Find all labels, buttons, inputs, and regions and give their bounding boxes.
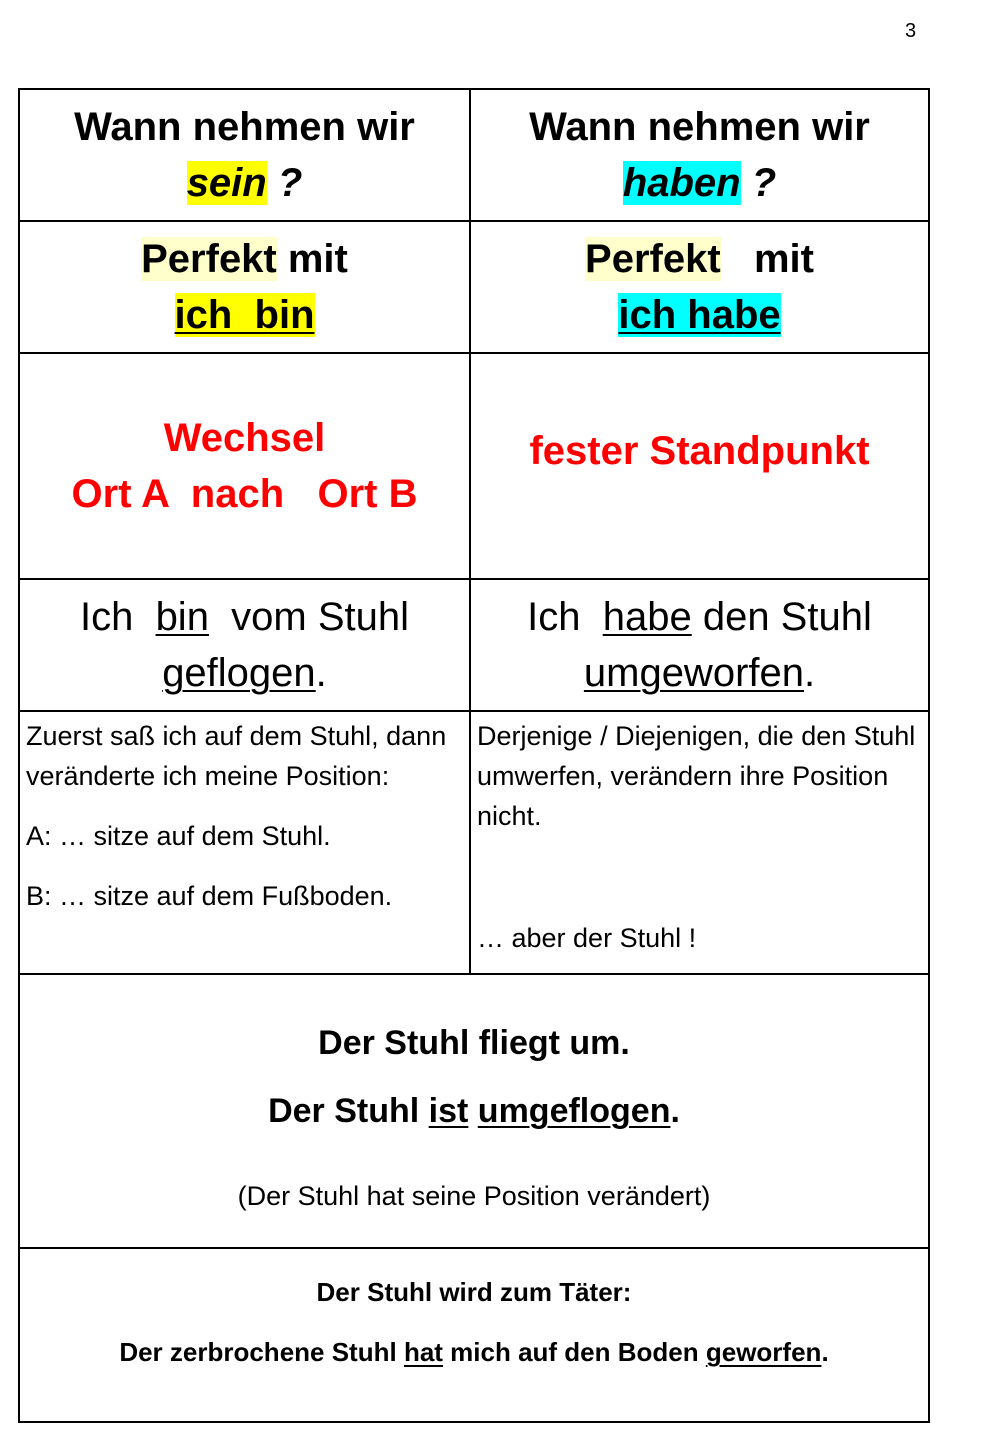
header-row [20,90,930,222]
summary-line3: (Der Stuhl hat seine Position verändert) [237,1181,711,1211]
example-participle-umgeworfen: umgeworfen [583,651,804,695]
perfekt-word: Perfekt [141,237,277,281]
taeter-participle-geworfen: geworfen [705,1337,822,1367]
perfekt-word: Perfekt [585,237,721,281]
taeter-line1: Der Stuhl wird zum Täter: [316,1277,632,1307]
explanation-paragraph: Derjenige / Diejenigen, die den Stuhl umwerfen, verändern ihre Position nicht. [477,721,916,831]
question-mark: ? [266,161,303,205]
perfekt-cell-habe [471,222,930,354]
concept-standpunkt: fester Standpunkt [529,429,870,473]
explanation-chair-note: … aber der Stuhl ! [477,923,697,953]
example-text: . [804,651,816,695]
example-sentence-habe [527,589,872,701]
summary-text: . [670,1092,680,1130]
example-text: Ich [527,595,603,639]
explanation-cell-sein [20,712,471,975]
taeter-text: . [821,1337,829,1367]
verb-sein: sein [186,161,267,205]
summary-participle-umgeflogen: umgeflogen [477,1092,671,1130]
example-cell-habe [471,580,930,712]
perfekt-cell-bin [20,222,471,354]
question-mark: ? [740,161,777,205]
example-aux-bin: bin [155,595,209,639]
summary-cell [20,975,930,1249]
concept-wechsel-line2: Ort A nach Ort B [71,472,418,516]
explanation-cell-haben [471,712,930,975]
example-text: vom Stuhl [208,595,410,639]
example-cell-bin [20,580,471,712]
concept-cell-wechsel [20,354,471,580]
aux-ich-bin: ich bin [174,293,315,337]
explanation-row [20,712,930,975]
taeter-line2 [20,1335,928,1369]
taeter-text: mich auf den Boden [442,1337,706,1367]
taeter-text: Der zerbrochene Stuhl [119,1337,404,1367]
explanation-position-b: B: … sitze auf dem Fußboden. [26,881,393,911]
example-aux-habe: habe [602,595,692,639]
mit-word: mit [720,237,814,281]
perfekt-text-bin [141,231,348,343]
header-question-haben [529,99,870,211]
example-text: . [315,651,327,695]
perfekt-text-habe [585,231,814,343]
summary-text: Der Stuhl [268,1092,429,1130]
concept-wechsel [72,410,418,522]
explanation-paragraph: Zuerst saß ich auf dem Stuhl, dann veränderte ich meine Position: [26,721,447,791]
concept-cell-standpunkt [471,354,930,580]
header-text: Wann nehmen wir [529,105,870,149]
example-participle-geflogen: geflogen [162,651,316,695]
mit-word: mit [276,237,348,281]
header-cell-haben [471,90,930,222]
taeter-cell [20,1249,930,1423]
taeter-aux-hat: hat [403,1337,443,1367]
summary-line1: Der Stuhl fliegt um. [318,1024,630,1062]
example-sentence-bin [80,589,409,701]
concept-row [20,354,930,580]
summary-text [468,1092,477,1130]
summary-aux-ist: ist [428,1092,469,1130]
explanation-position-a: A: … sitze auf dem Stuhl. [26,821,331,851]
aux-ich-habe: ich habe [618,293,781,337]
header-text: Wann nehmen wir [74,105,415,149]
example-text: Ich [79,595,156,639]
header-question-sein [74,99,415,211]
example-text: den Stuhl [691,595,872,639]
page-number: 3 [905,20,917,42]
example-row [20,580,930,712]
taeter-row [20,1249,930,1423]
summary-row [20,975,930,1249]
summary-line2 [20,1091,928,1131]
perfekt-row [20,222,930,354]
concept-wechsel-line1: Wechsel [163,416,326,460]
header-cell-sein [20,90,471,222]
grammar-table [18,88,930,1423]
verb-haben: haben [622,161,741,205]
